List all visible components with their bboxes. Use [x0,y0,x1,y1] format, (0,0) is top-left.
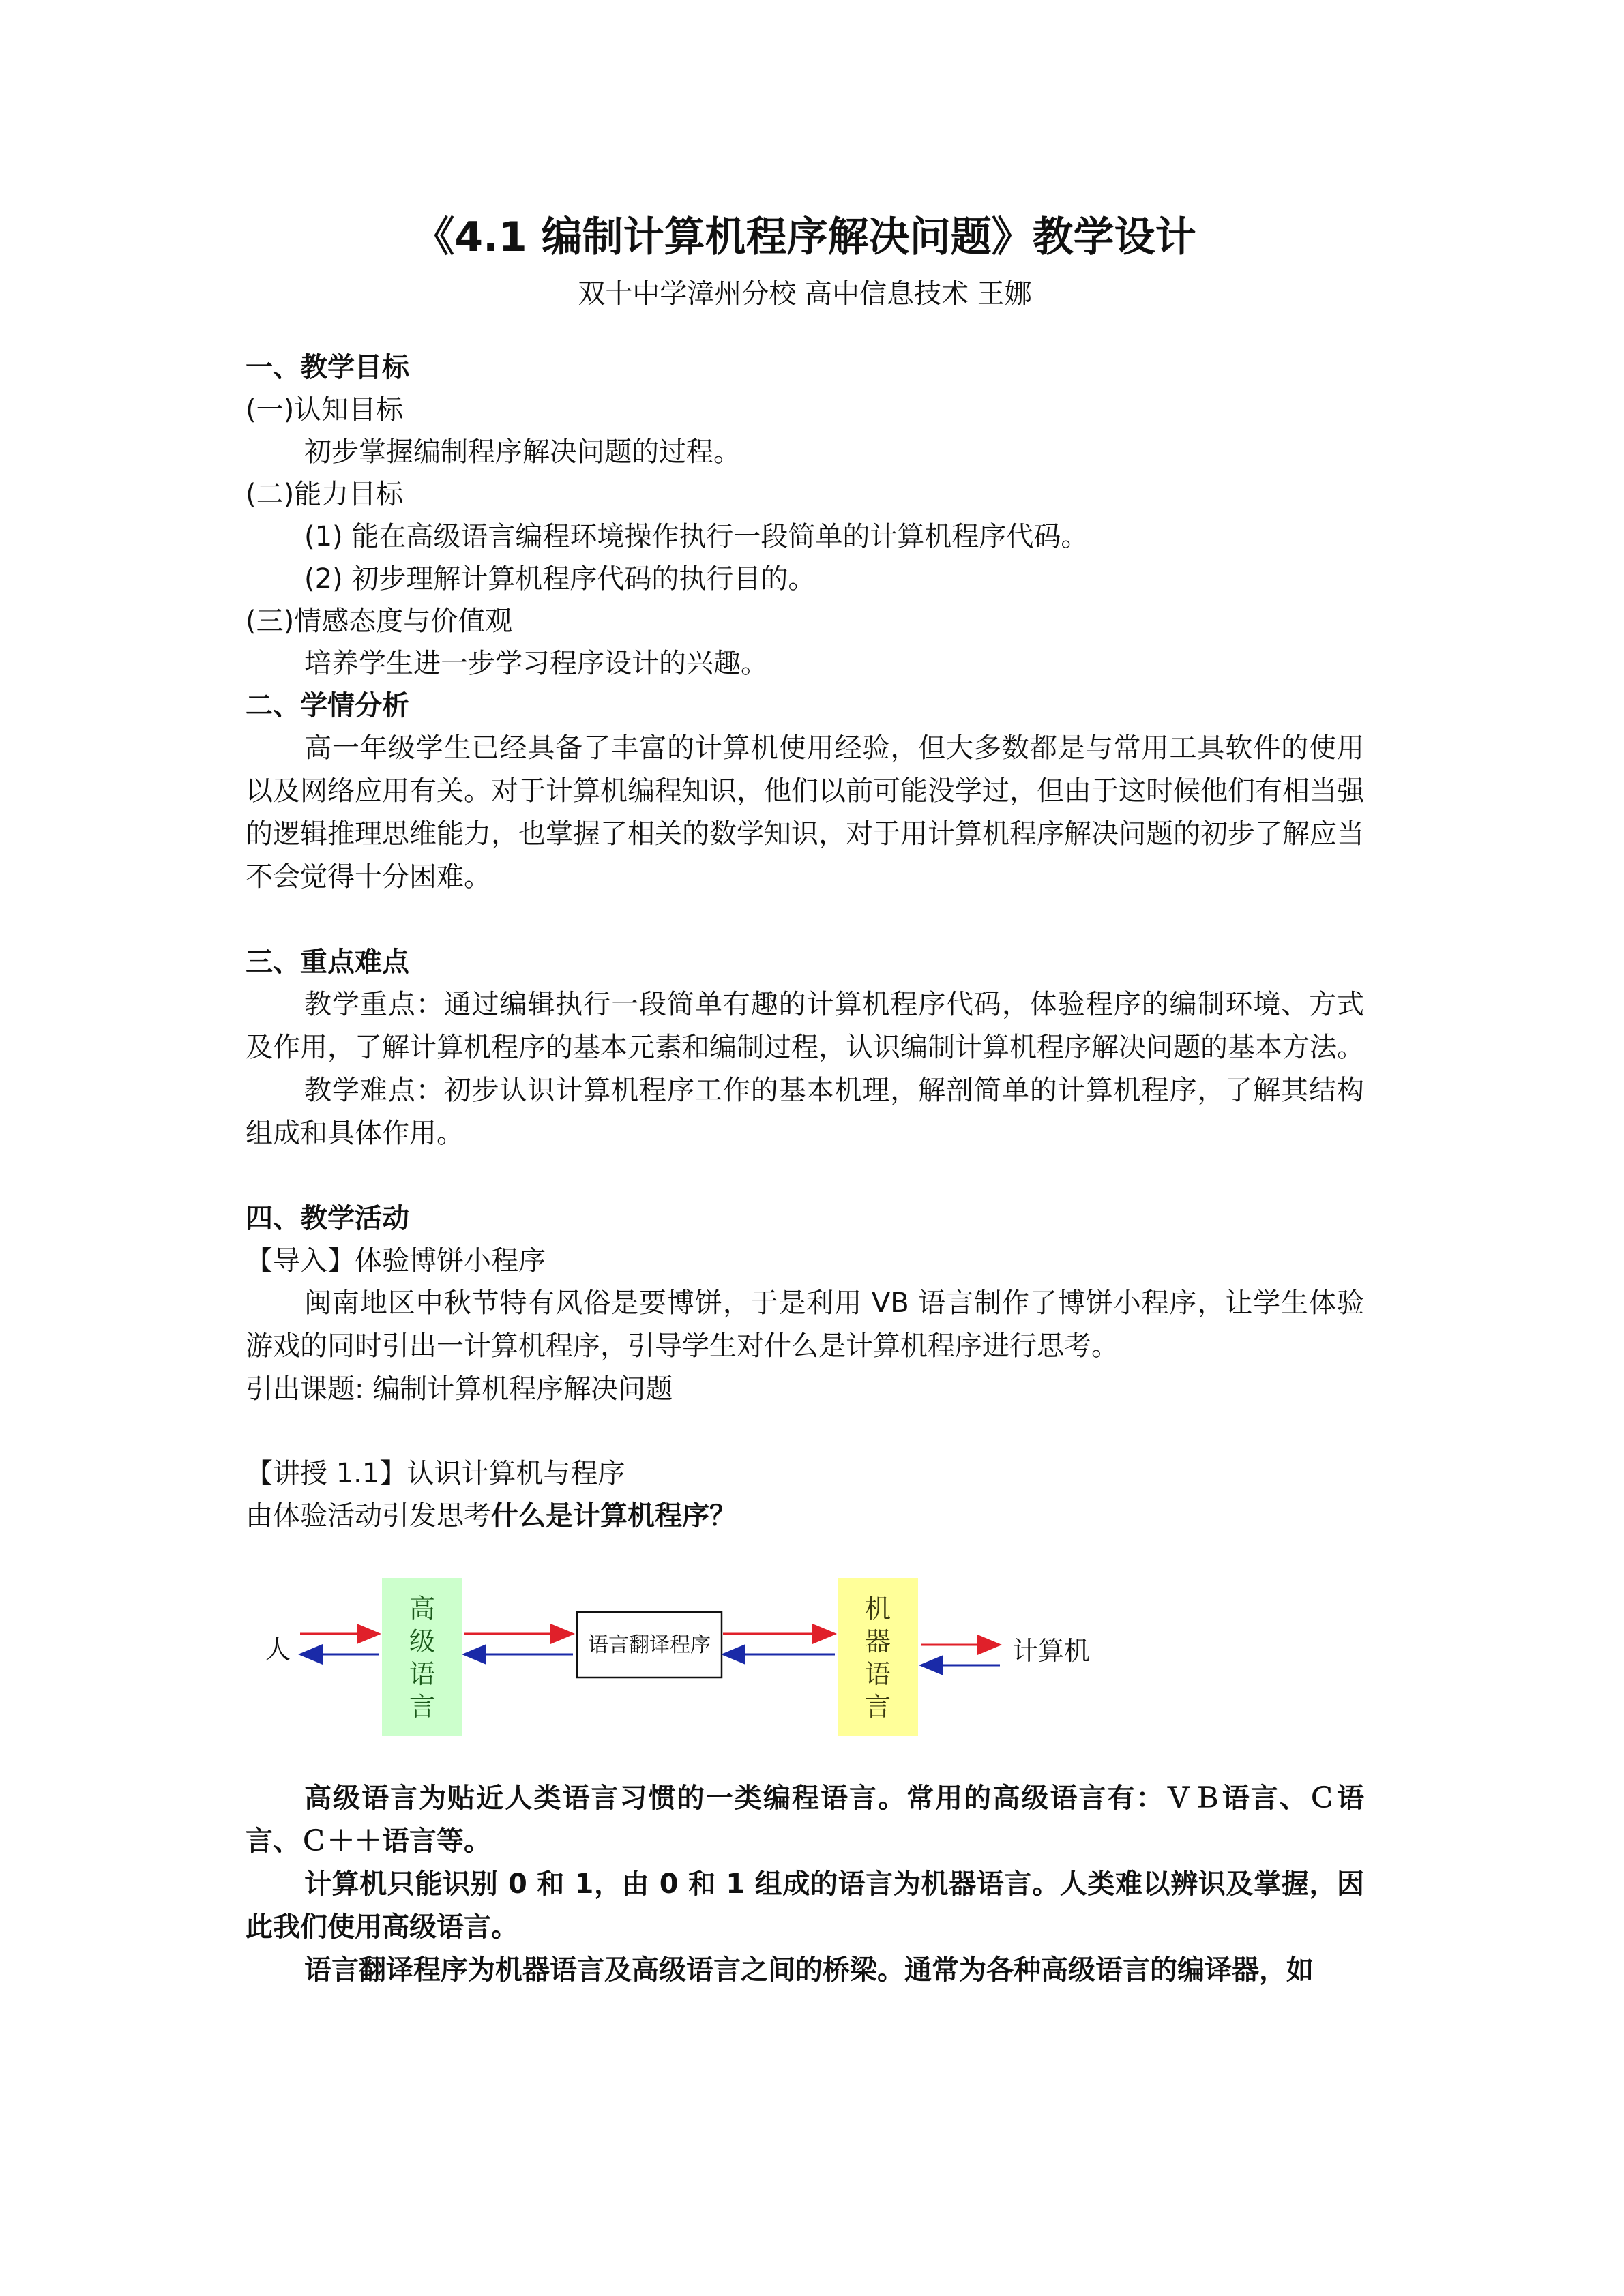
human-label: 人 [265,1635,291,1665]
high-lang-char-4: 言 [409,1692,436,1722]
diagram-svg [246,1557,1364,1755]
document-author: 双十中学漳州分校 高中信息技术 王娜 [578,278,1032,310]
translator-paragraph: 语言翻译程序为机器语言及高级语言之间的桥梁。通常为各种高级语言的编译器，如 [304,1954,1314,1986]
cognitive-text: 初步掌握编制程序解决问题的过程。 [304,436,741,468]
analysis-paragraph: 高一年级学生已经具备了丰富的计算机使用经验，但大多数都是与常用工具软件的使用以及网络应用有关。对于计算机编程知识，他们以前可能没学过，但由于这时候他们有相当强的逻辑推理思维能力，也掌握了相关的数学知识，对于用计算机程序解决问题的初步了解应当不会觉得十分困难。 [246,732,1364,893]
lecture-prompt-plain: 由体验活动引发思考 [246,1500,491,1532]
section-heading-objectives: 一、教学目标 [246,352,409,383]
document-content [246,205,1364,1992]
machine-language-paragraph: 计算机只能识别 0 和 1，由 0 和 1 组成的语言为机器语言。人类难以辨识及掌握，因此我们使用高级语言。 [246,1868,1364,1943]
section-heading-key-points: 三、重点难点 [246,946,409,978]
subheading-attitude: (三)情感态度与价值观 [246,606,513,637]
high-lang-char-2: 级 [409,1626,436,1656]
high-lang-char-3: 语 [409,1659,436,1689]
subheading-ability: (二)能力目标 [246,479,404,510]
machine-lang-char-3: 语 [864,1659,891,1689]
high-lang-char-1: 高 [409,1594,436,1624]
language-flow-diagram [246,1557,1364,1755]
intro-heading: 【导入】体验博饼小程序 [246,1245,546,1277]
section-heading-analysis: 二、学情分析 [246,690,409,721]
section-heading-activities: 四、教学活动 [246,1203,409,1234]
ability-item-2: (2) 初步理解计算机程序代码的执行目的。 [304,563,816,595]
intro-topic: 引出课题: 编制计算机程序解决问题 [246,1373,673,1405]
machine-lang-char-2: 器 [864,1626,891,1656]
lecture-prompt-bold: 什么是计算机程序？ [491,1500,737,1532]
machine-lang-char-1: 机 [864,1594,891,1624]
attitude-text: 培养学生进一步学习程序设计的兴趣。 [304,648,768,679]
ability-item-1: (1) 能在高级语言编程环境操作执行一段简单的计算机程序代码。 [304,521,1089,552]
difficult-point-paragraph: 教学难点：初步认识计算机程序工作的基本机理，解剖简单的计算机程序，了解其结构组成和具体作用。 [246,1075,1364,1149]
key-point-paragraph: 教学重点：通过编辑执行一段简单有趣的计算机程序代码，体验程序的编制环境、方式及作用，了解计算机程序的基本元素和编制过程，认识编制计算机程序解决问题的基本方法。 [246,989,1364,1063]
document-title: 《4.1 编制计算机程序解决问题》教学设计 [413,213,1196,261]
translator-label: 语言翻译程序 [588,1633,711,1657]
lecture-prompt [246,1495,1364,1537]
intro-paragraph: 闽南地区中秋节特有风俗是要博饼，于是利用 VB 语言制作了博饼小程序，让学生体验游戏的同时引出一计算机程序，引导学生对什么是计算机程序进行思考。 [246,1287,1364,1362]
lecture-heading: 【讲授 1.1】认识计算机与程序 [246,1458,625,1489]
computer-label: 计算机 [1012,1636,1091,1666]
subheading-cognitive: (一)认知目标 [246,394,404,426]
high-level-language-paragraph: 高级语言为贴近人类语言习惯的一类编程语言。常用的高级语言有：ＶＢ语言、Ｃ语言、Ｃ＋＋语言等。 [246,1783,1364,1857]
machine-lang-char-4: 言 [864,1692,891,1722]
